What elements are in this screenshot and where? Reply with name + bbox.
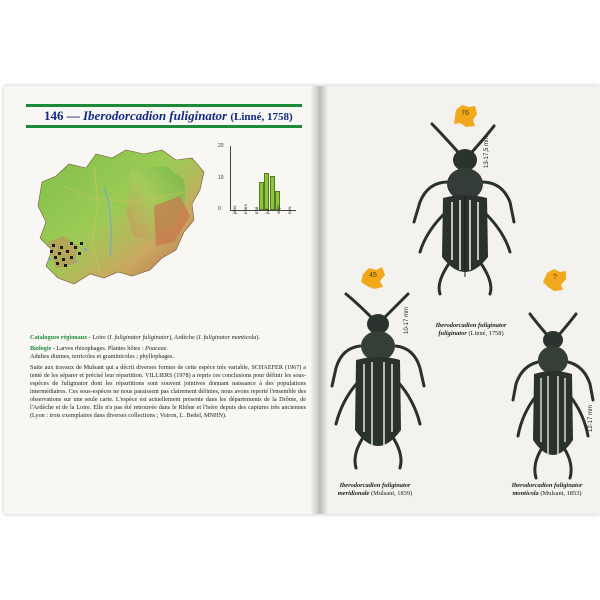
y-tick-label: 10 (218, 175, 224, 181)
month-label: juil. (265, 207, 270, 214)
caption-subspecies: fuliginator (438, 330, 467, 337)
month-label: mai (254, 206, 259, 214)
catalogues-text: - Loire ( (87, 334, 110, 341)
species-text (30, 334, 306, 423)
phenology-histogram (218, 140, 302, 240)
caption-author: (Linné, 1758) (468, 330, 504, 337)
species-title (44, 108, 293, 124)
right-page (318, 86, 600, 514)
caption-author: (Mulsant, 1839) (371, 490, 413, 497)
biology-paragraph (30, 345, 306, 361)
beetle-photo-fuliginator (410, 122, 520, 297)
left-page (4, 86, 318, 514)
badge-number: ? (553, 274, 557, 281)
y-axis (230, 146, 231, 210)
biology-label: Biologie (30, 345, 52, 352)
size-label: 10-17 mm (404, 306, 410, 334)
beetle-photo-meridionale (328, 290, 428, 470)
species-title-bar (26, 104, 302, 128)
book-gutter (310, 86, 328, 514)
month-label: janv. (232, 204, 237, 214)
caption-author: (Mulsant, 1853) (540, 490, 582, 497)
host-plants: Poaceae. (145, 345, 168, 352)
caption-name: Iberodorcadion fuliginator (435, 322, 507, 329)
histogram-bar (264, 173, 269, 210)
size-label: 13-17,5 mm (484, 135, 490, 168)
biology-text: - Larves rhizophages. Plantes hôtes : (51, 345, 146, 352)
month-label: nov. (287, 205, 292, 214)
size-label: 12-17 mm (588, 404, 594, 432)
badge-number: 45 (369, 272, 377, 279)
catalogues-paragraph (30, 334, 306, 342)
month-label: mars (243, 204, 248, 214)
distribution-map (34, 146, 209, 291)
y-tick-label: 20 (218, 143, 224, 149)
catalogues-text: ), Ardèche ( (169, 334, 199, 341)
beetle-caption (494, 482, 600, 498)
species-author: (Linné, 1758) (230, 111, 293, 123)
catalogues-taxon: I. fuliginator fuliginator (109, 334, 170, 341)
caption-subspecies: monticola (512, 490, 539, 497)
histogram-bar (270, 176, 275, 210)
beetle-caption (320, 482, 430, 498)
department-badge (360, 266, 386, 290)
catalogues-taxon: I. fuliginator monticola (198, 334, 257, 341)
book-spread (4, 86, 600, 514)
species-number: 146 — (44, 108, 80, 123)
caption-name: Iberodorcadion fuliginator (511, 482, 583, 489)
month-label: sept. (276, 204, 281, 214)
histogram-bar (259, 182, 264, 210)
y-tick-label: 0 (218, 206, 221, 212)
badge-number: 76 (461, 110, 469, 117)
body-paragraph: Suite aux travaux de Mulsant qui a décrit diverses formes de cette espèce très variable, SCHAEFER (1967) a tenté de les séparer et précisé leur répartition. VILLIERS (1978) a repris ces conclusions pour définir les sous-espèces de fuliginator dont les répartitions sont souvent jointives donnant naissance à des populations intermédiaires. Ces sous-espèces ne nous paraissent pas clairement définies, nous avons reporté l'ensemble des observations sur une seule carte. L'espèce est actuellement présente dans les départements de la Drôme, de l'Ardèche et de la Loire. Elle n'a pas été retrouvée dans le Rhône et l'Isère depuis des captures très anciennes (Lyon : trois exemplaires dans diverses collections ; Voiron, L. Bedel, MNHN). (30, 364, 306, 419)
caption-subspecies: meridionale (337, 490, 370, 497)
beetle-photo-monticola (510, 310, 596, 480)
catalogues-label: Catalogues régionaux (30, 334, 88, 341)
species-name: Iberodorcadion fuliginator (83, 108, 228, 123)
biology-text: Adultes diurnes, terricoles et graminicoles ; phyllophages. (30, 353, 174, 360)
department-badge (542, 268, 568, 292)
catalogues-text: ). (256, 334, 260, 341)
caption-name: Iberodorcadion fuliginator (339, 482, 411, 489)
